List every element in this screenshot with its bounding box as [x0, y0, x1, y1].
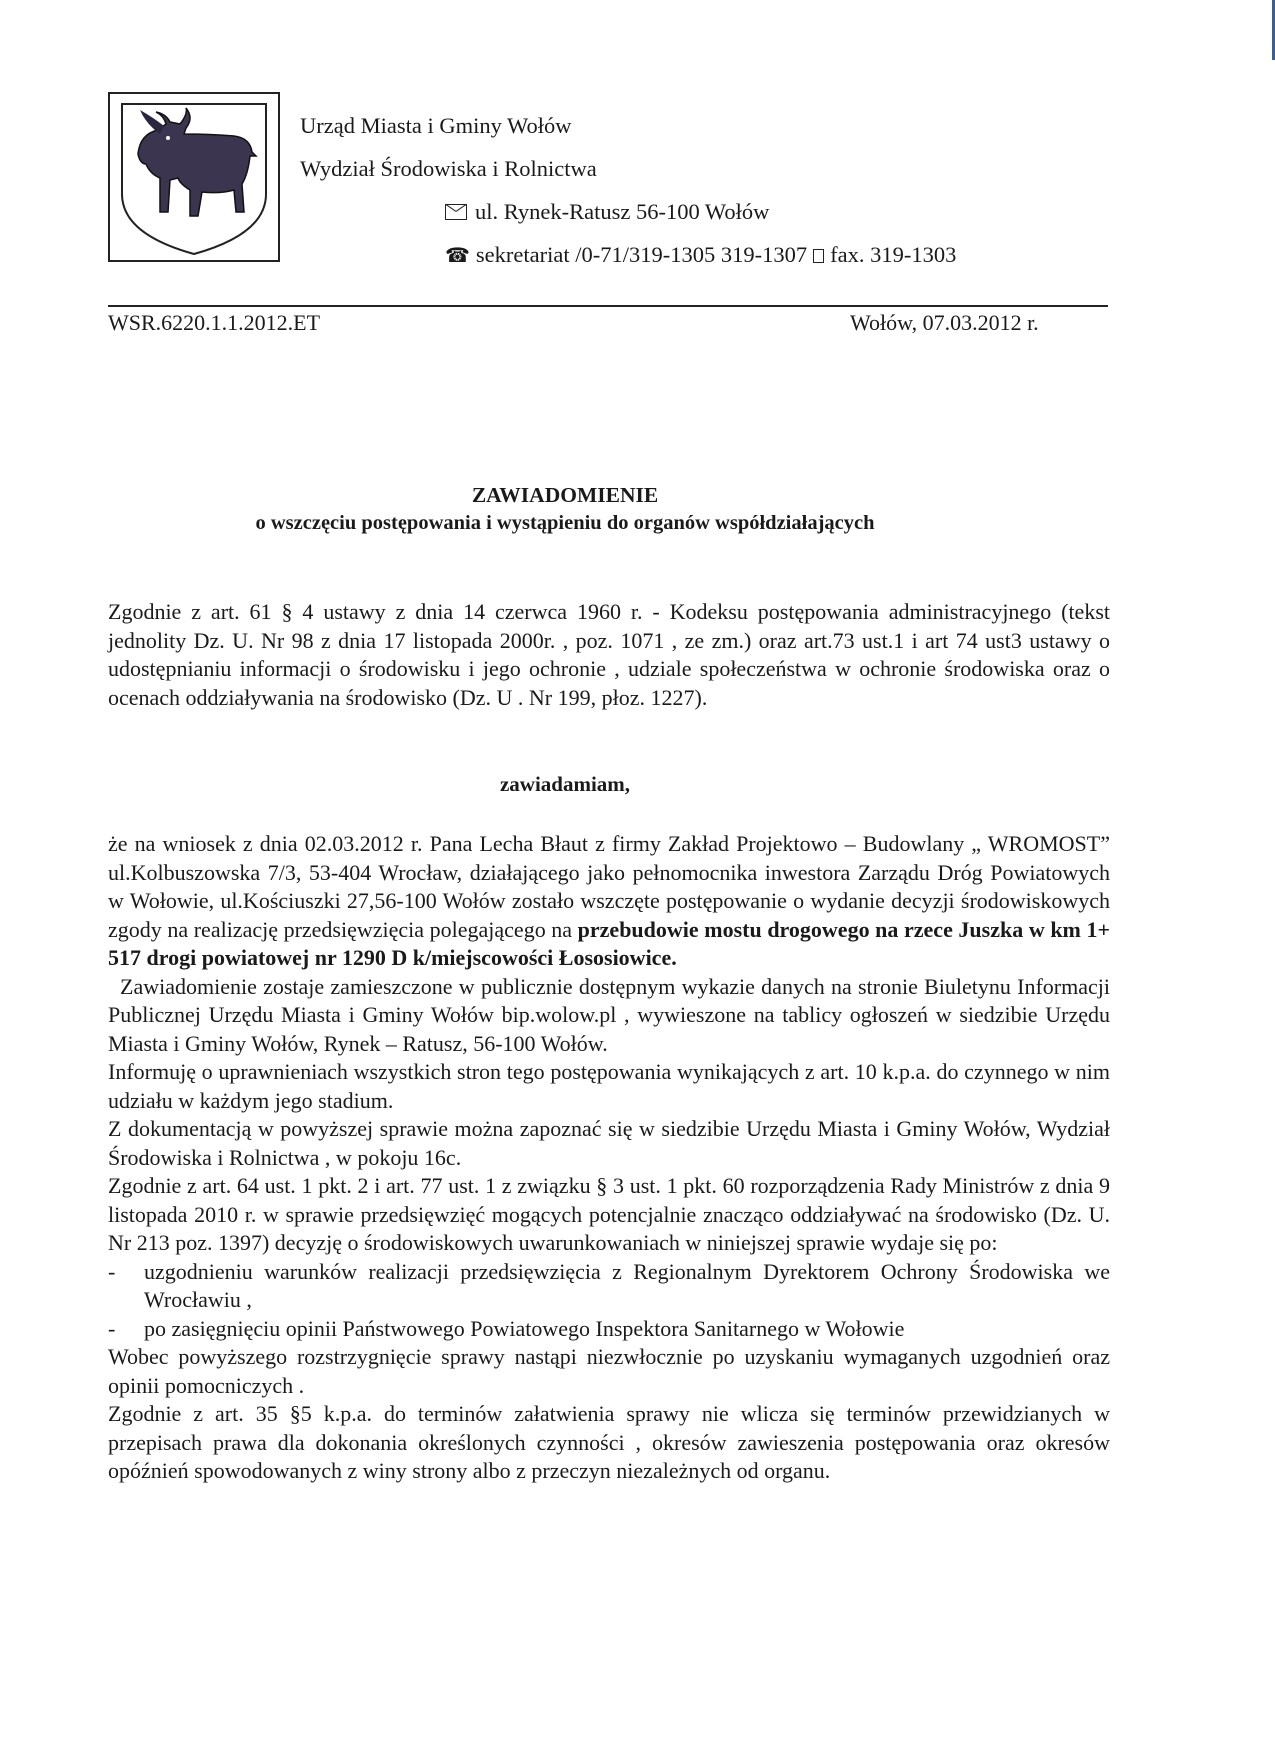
- telephone-icon: ☎: [445, 245, 470, 267]
- law-paragraph: Zgodnie z art. 64 ust. 1 pkt. 2 i art. 77 ust. 1 z związku § 3 ust. 1 pkt. 60 rozporządzenia Rady Ministrów z dnia 9 listopada 2010 r. w sprawie przedsięwzięć mogących potencjalnie znacząco oddziaływać na środowisko (Dz. U. Nr 213 poz. 1397) decyzję o środowiskowych uwarunkowaniach w niniejszej sprawie wydaje się po:: [108, 1173, 1110, 1255]
- list-dash: -: [108, 1258, 116, 1284]
- list-item-text: po zasięgnięciu opinii Państwowego Powiatowego Inspektora Sanitarnego w Wołowie: [144, 1315, 905, 1341]
- document-title: ZAWIADOMIENIE: [471, 483, 659, 507]
- phone-text: sekretariat /0-71/319-1305 319-1307: [475, 242, 808, 267]
- document-subtitle: o wszczęciu postępowania i wystąpieniu do organów współdziałających: [255, 512, 875, 534]
- address-line: [300, 190, 956, 233]
- address-text: ul. Rynek-Ratusz 56-100 Wołów: [475, 199, 770, 224]
- list-item-text: uzgodnieniu warunków realizacji przedsięwzięcia z Regionalnym Dyrektorem Ochrony Środowiska we Wrocławiu ,: [144, 1258, 1110, 1312]
- list-item: [108, 1258, 1110, 1315]
- phone-line: [300, 233, 956, 278]
- intro-paragraph: [108, 830, 1110, 973]
- intro-text: że na wniosek z dnia 02.03.2012 r. Pana Lecha Błaut z firmy Zakład Projektowo – Budowlany „ WROMOST” ul.Kolbuszowska 7/3, 53-404 Wrocław, działającego jako pełnomocnika inwestora Zarządu Dróg Powiatowych w Wołowie, ul.Kościuszki 27,56-100 Wołów zostało wszczęte postępowanie o wydanie decyzji środowiskowych zgody na realizację przedsięwzięcia polegającego na: [108, 831, 1110, 942]
- list-item: [108, 1315, 1110, 1344]
- coat-of-arms-crest-icon: [108, 92, 280, 262]
- header-divider: [108, 305, 1108, 307]
- office-name: Urząd Miasta i Gminy Wołów: [300, 113, 572, 138]
- document-date: Wołów, 07.03.2012 r.: [850, 310, 1039, 335]
- envelope-icon: [445, 204, 467, 220]
- notice-body: [108, 830, 1110, 1486]
- letterhead: [300, 104, 956, 278]
- resolution-paragraph: Wobec powyższego rozstrzygnięcie sprawy nastąpi niezwłocznie po uzyskaniu wymaganych uzgodnień oraz opinii pomocniczych .: [108, 1344, 1110, 1398]
- rights-paragraph: Informuję o uprawnieniach wszystkich stron tego postępowania wynikających z art. 10 k.p.a. do czynnego w nim udziału w każdym jego stadium.: [108, 1059, 1110, 1113]
- bull-crest-icon: [110, 94, 278, 260]
- project-description: przebudowie mostu drogowego na rzece Juszka w km 1+ 517 drogi powiatowej nr 1290 D k/miejscowości Łososiowice.: [108, 916, 1111, 970]
- announcement-heading: zawiadamiam,: [499, 772, 631, 796]
- fax-text: fax. 319-1303: [830, 242, 957, 267]
- separator-box-icon: [813, 249, 824, 263]
- terms-paragraph: Zgodnie z art. 35 §5 k.p.a. do terminów załatwienia sprawy nie wlicza się terminów przewidzianych w przepisach prawa dla dokonania określonych czynności , okresów zawieszenia postępowania oraz okresów opóźnień spowodowanych z winy strony albo z przeczyn niezależnych od organu.: [108, 1401, 1110, 1483]
- department-name: Wydział Środowiska i Rolnictwa: [300, 156, 597, 181]
- documents-paragraph: Z dokumentacją w powyższej sprawie można zapoznać się w siedzibie Urzędu Miasta i Gminy Wołów, Wydział Środowiska i Rolnictwa , w pokoju 16c.: [108, 1116, 1110, 1170]
- list-dash: -: [108, 1315, 116, 1341]
- reference-number: WSR.6220.1.1.2012.ET: [108, 310, 321, 335]
- bip-paragraph: Zawiadomienie zostaje zamieszczone w publicznie dostępnym wykazie danych na stronie Biuletynu Informacji Publicznej Urzędu Miasta i Gminy Wołów bip.wolow.pl , wywieszone na tablicy ogłoszeń w siedzibie Urzędu Miasta i Gminy Wołów, Rynek – Ratusz, 56-100 Wołów.: [108, 973, 1110, 1056]
- legal-basis-paragraph: Zgodnie z art. 61 § 4 ustawy z dnia 14 czerwca 1960 r. - Kodeksu postępowania administracyjnego (tekst jednolity Dz. U. Nr 98 z dnia 17 listopada 2000r. , poz. 1071 , ze zm.) oraz art.73 ust.1 i art 74 ust3 ustawy o udostępnianiu informacji o środowisku i jego ochronie , udziale społeczeństwa w ochronie środowiska oraz o ocenach oddziaływania na środowisko (Dz. U . Nr 199, płoz. 1227).: [108, 599, 1110, 710]
